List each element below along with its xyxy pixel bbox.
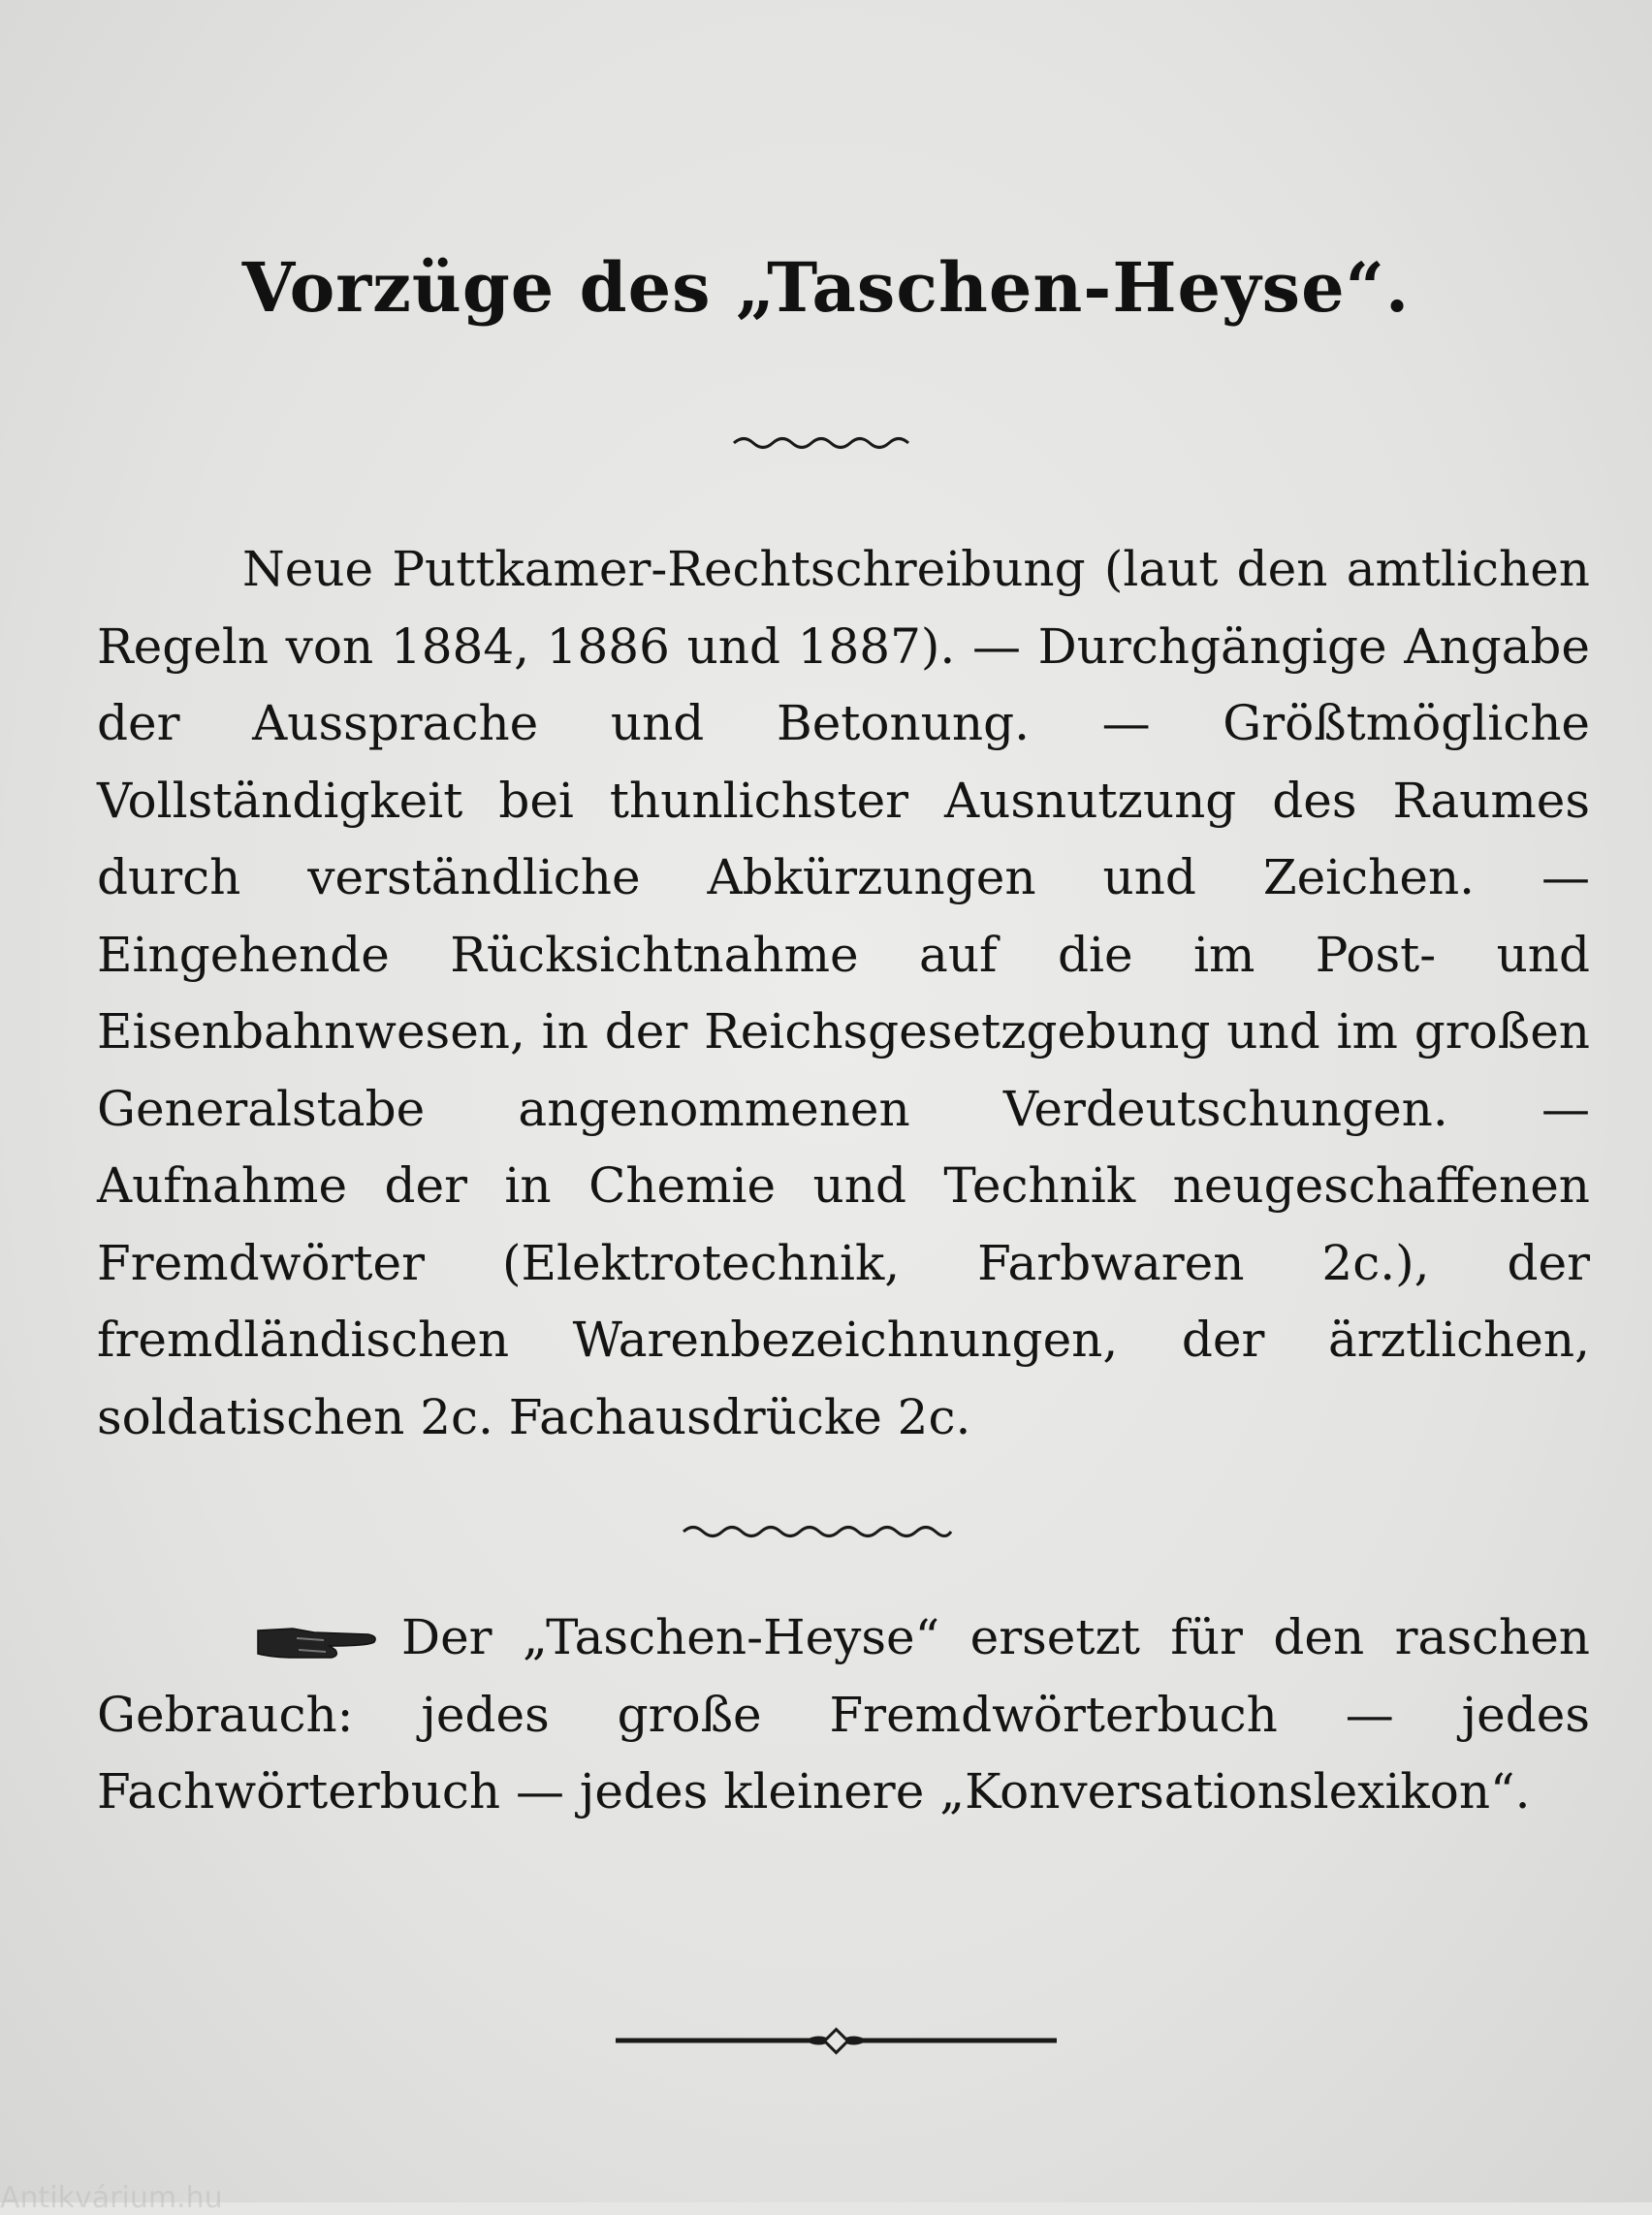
paragraph-features-text: Neue Puttkamer-Rechtschreibung (laut den amtlichen Regeln von 1884, 1886 und 1887). — Durchgängige Angabe der Aussprache und Betonung. — Größtmögliche Vollständigkeit bei thunlichster Ausnutzung des Raumes durch verständliche Abkürzungen und Zeichen. — Eingehende Rücksichtnahme auf die im Post- und Eisenbahnwesen, in der Reichsgesetzgebung und im großen Generalstabe angenommenen Verdeutschungen. — Aufnahme der in Chemie und Technik neugeschaffenen Fremdwörter (Elektrotechnik, Farbwaren 2c.), der fremdländischen Warenbezeichnungen, der ärztlichen, soldatischen 2c. Fachausdrücke 2c. [97, 541, 1590, 1445]
paragraph-replacement-text: Der „Taschen-Heyse“ ersetzt für den raschen Gebrauch: jedes große Fremdwörterbuch — jedes Fachwörterbuch — jedes kleinere „Konversationslexikon“. [97, 1609, 1590, 1819]
page-title: Vorzüge des „Taschen-Heyse“. [241, 247, 1411, 328]
watermark: Antikvárium.hu [0, 2181, 223, 2215]
pointing-hand-icon [254, 1621, 380, 1661]
ornamental-rule-icon [611, 2026, 1062, 2055]
paragraph-features [97, 531, 1590, 1456]
wavy-divider-top [732, 432, 911, 454]
paragraph-replacement [97, 1599, 1590, 1831]
wavy-divider-middle [682, 1521, 953, 1542]
